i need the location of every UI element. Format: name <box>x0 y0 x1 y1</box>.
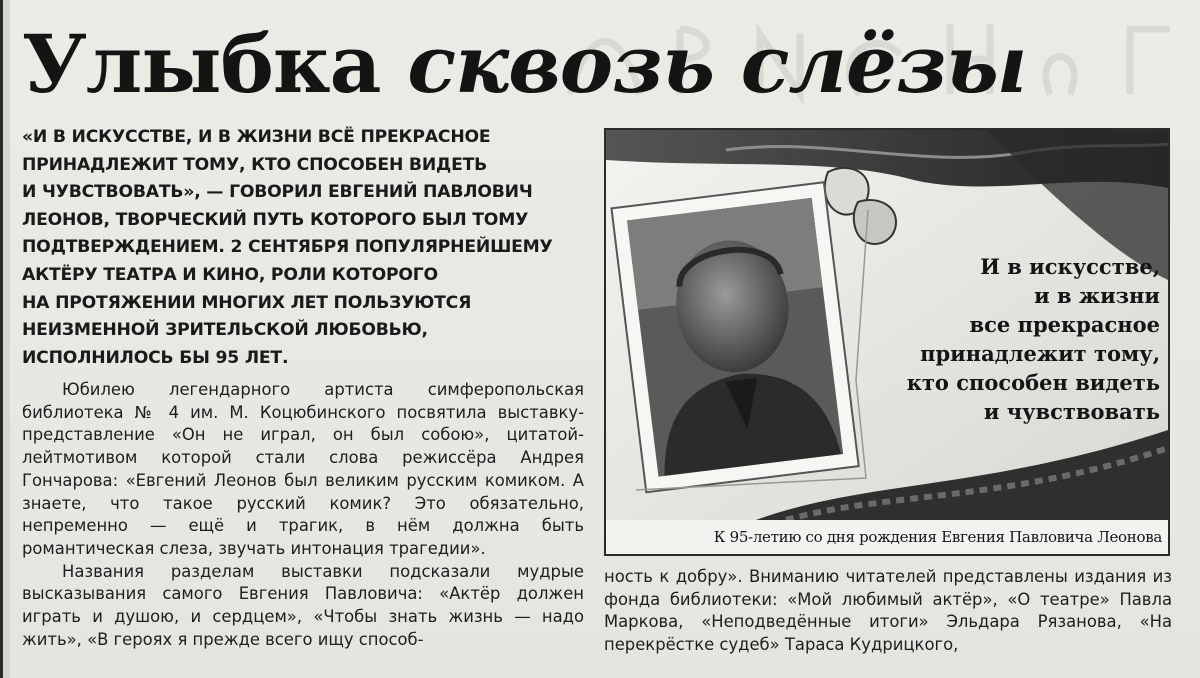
article-column-1 <box>22 379 584 651</box>
column-divider <box>0 0 10 678</box>
quote-line: И в искусстве, <box>980 254 1160 279</box>
quote-line: все прекрасное <box>969 312 1160 337</box>
photo-quote <box>888 252 1160 426</box>
quote-line: и чувствовать <box>983 399 1160 424</box>
article-column-2 <box>604 566 1172 657</box>
headline-part2: сквозь слёзы <box>407 17 1027 111</box>
mask-2 <box>854 200 896 244</box>
lead-line: ПОДТВЕРЖДЕНИЕМ. 2 СЕНТЯБРЯ ПОПУЛЯРНЕЙШЕМУ <box>22 237 553 258</box>
quote-line: кто способен видеть <box>906 370 1160 395</box>
quote-line: принадлежит тому, <box>920 341 1160 366</box>
body-paragraph: Юбилею легендарного артиста симферопольская библиотека № 4 им. М. Коцюбинского посвятила выставку-представление «Он не играл, он был собою», цитатой-лейтмотивом которой стали слова режиссёра Андрея Гончарова: «Евгений Леонов был великим русским комиком. А знаете, что такое русский комик? Это обязательно, непременно — ещё и трагик, в нём должна быть романтическая слеза, звучать интонация трагедии». <box>22 380 584 558</box>
photo-caption: К 95-летию со дня рождения Евгения Павловича Леонова <box>713 528 1162 546</box>
lead-line: «И В ИСКУССТВЕ, И В ЖИЗНИ ВСЁ ПРЕКРАСНОЕ <box>22 127 491 147</box>
article-lead <box>22 124 582 372</box>
quote-line: и в жизни <box>1034 283 1160 308</box>
lead-line: НЕИЗМЕННОЙ ЗРИТЕЛЬСКОЙ ЛЮБОВЬЮ, <box>22 320 428 341</box>
lead-line: ИСПОЛНИЛОСЬ БЫ 95 ЛЕТ. <box>22 347 289 368</box>
portrait-photo <box>611 182 858 492</box>
lead-line: ЛЕОНОВ, ТВОРЧЕСКИЙ ПУТЬ КОТОРОГО БЫЛ ТОМУ <box>22 209 529 230</box>
headline-part1: Улыбка <box>22 17 408 111</box>
lead-line: АКТЁРУ ТЕАТРА И КИНО, РОЛИ КОТОРОГО <box>22 264 438 285</box>
lead-line: ПРИНАДЛЕЖИТ ТОМУ, КТО СПОСОБЕН ВИДЕТЬ <box>22 154 488 175</box>
lead-line: И ЧУВСТВОВАТЬ», — ГОВОРИЛ ЕВГЕНИЙ ПАВЛОВИЧ <box>22 182 533 203</box>
body-paragraph: ность к добру». Вниманию читателей представлены издания из фонда библиотеки: «Мой любимый актёр», «О театре» Павла Маркова, «Неподведённые итоги» Эльдара Рязанова, «На перекрёстке судеб» Тараса Кудрицкого, <box>604 567 1172 655</box>
body-paragraph: Названия разделам выставки подсказали мудрые высказывания самого Евгения Павловича: «Актёр должен играть и душою, и сердцем», «Чтобы знать жизнь — надо жить», «В героях я прежде всего ищу способ- <box>22 561 584 649</box>
lead-line: НА ПРОТЯЖЕНИИ МНОГИХ ЛЕТ ПОЛЬЗУЮТСЯ <box>22 292 472 313</box>
article-headline <box>22 8 1027 120</box>
photo-frame <box>604 128 1170 556</box>
